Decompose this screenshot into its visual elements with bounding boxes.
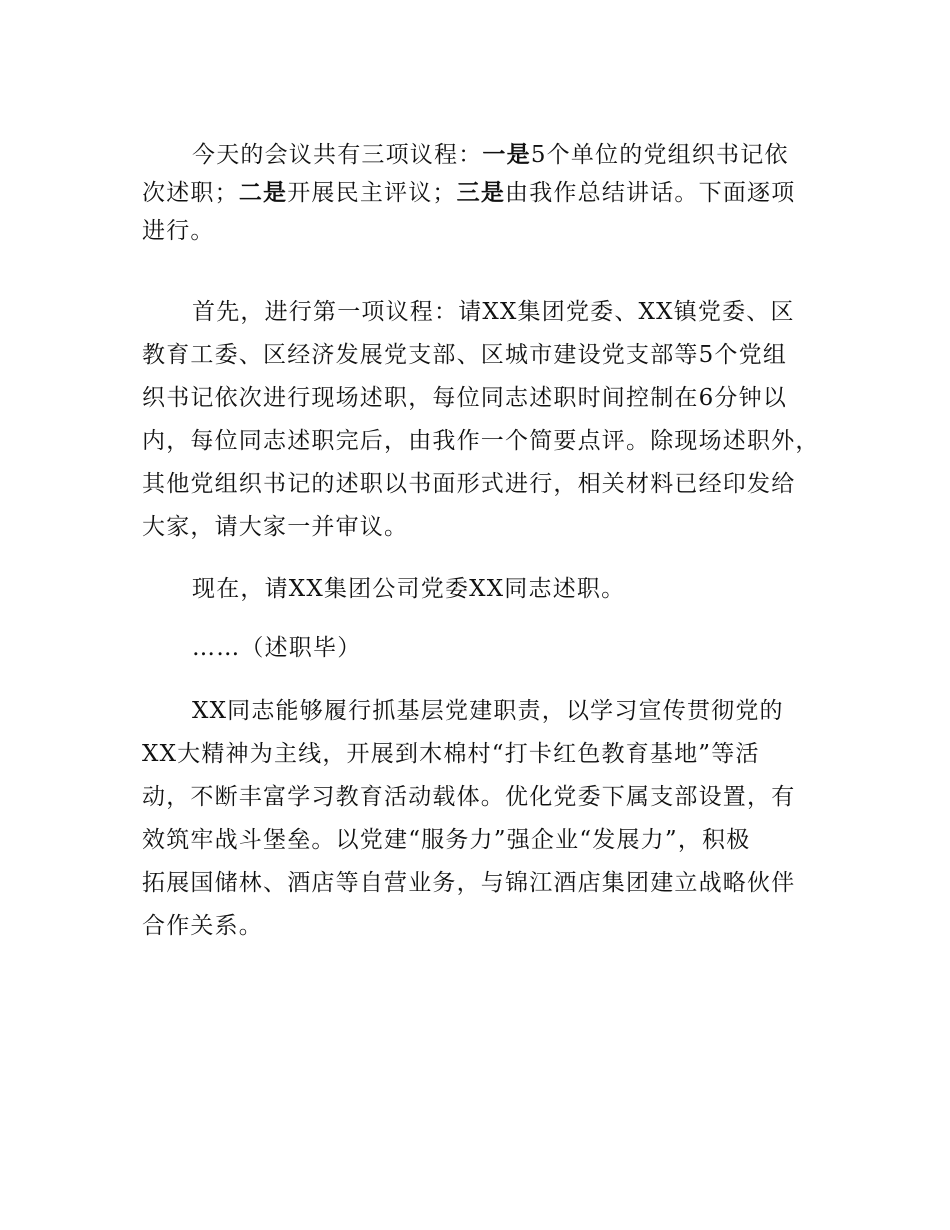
text-segment: 次述职； <box>142 180 239 206</box>
paragraph-5-line-5: 拓展国储林、酒店等自营业务，与锦江酒店集团建立战略伙伴 <box>142 870 796 896</box>
paragraph-2-line-3: 织书记依次进行现场述职，每位同志述职时间控制在6分钟以 <box>142 385 788 411</box>
paragraph-5-line-3: 动，不断丰富学习教育活动载体。优化党委下属支部设置，有 <box>142 784 796 810</box>
paragraph-5-line-1: XX同志能够履行抓基层党建职责，以学习宣传贯彻党的 <box>192 698 784 724</box>
paragraph-5-line-6: 合作关系。 <box>142 913 263 939</box>
paragraph-1-line-1 <box>192 140 789 170</box>
paragraph-4-line-1: ……（述职毕） <box>192 635 362 661</box>
paragraph-2-line-6: 大家，请大家一并审议。 <box>142 514 409 540</box>
paragraph-2-line-4: 内，每位同志述职完后，由我作一个简要点评。除现场述职外， <box>142 428 820 454</box>
text-segment: 开展民主评议； <box>287 180 457 206</box>
paragraph-1-line-2 <box>142 178 795 208</box>
bold-keyword-first: 一是 <box>482 141 531 168</box>
text-segment: 今天的会议共有三项议程： <box>192 142 483 168</box>
text-segment: 由我作总结讲话。下面逐项 <box>505 180 796 206</box>
paragraph-5-line-4: 效筑牢战斗堡垒。以党建“服务力”强企业“发展力”，积极 <box>142 827 751 853</box>
paragraph-2-line-1: 首先，进行第一项议程：请XX集团党委、XX镇党委、区 <box>192 299 795 325</box>
paragraph-3-line-1: 现在，请XX集团公司党委XX同志述职。 <box>192 576 626 602</box>
paragraph-1-line-3: 进行。 <box>142 218 215 244</box>
paragraph-2-line-5: 其他党组织书记的述职以书面形式进行，相关材料已经印发给 <box>142 471 796 497</box>
bold-keyword-third: 三是 <box>456 179 506 206</box>
paragraph-5-line-2: XX大精神为主线，开展到木棉村“打卡红色教育基地”等活 <box>142 741 760 767</box>
bold-keyword-second: 二是 <box>238 179 288 206</box>
paragraph-2-line-2: 教育工委、区经济发展党支部、区城市建设党支部等5个党组 <box>142 342 788 368</box>
text-segment: 5个单位的党组织书记依 <box>530 142 789 168</box>
